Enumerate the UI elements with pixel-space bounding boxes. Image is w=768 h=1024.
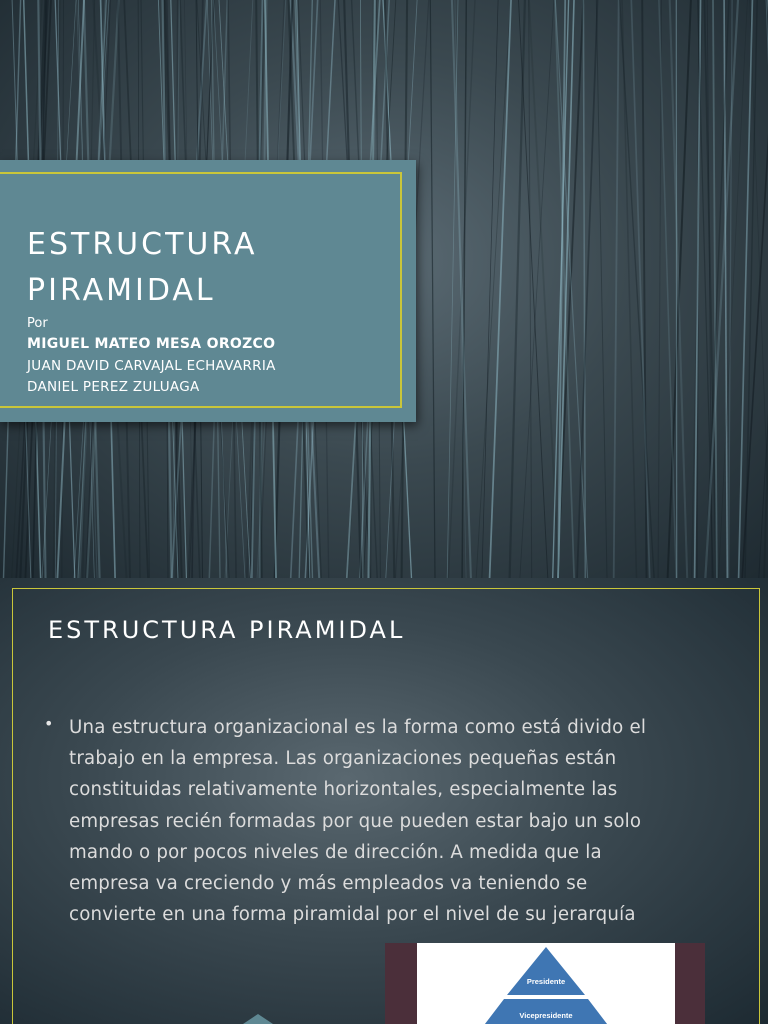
paragraph-line: trabajo en la empresa. Las organizaciones pequeñas están [69, 748, 617, 770]
decorative-triangle-icon [240, 1014, 276, 1024]
by-label: Por [27, 316, 48, 331]
paragraph-line: mando o por pocos niveles de dirección. A medida que la [69, 841, 602, 863]
paragraph-line: empresa va creciendo y más empleados va teniendo se [69, 873, 588, 895]
background-streak [764, 0, 768, 578]
background-streak [620, 0, 654, 578]
background-streak [596, 0, 607, 578]
background-streak [430, 0, 435, 578]
pyramid-canvas [417, 943, 675, 1024]
paragraph-line: empresas recién formadas por que pueden estar bajo un solo [69, 810, 642, 832]
background-streak [729, 0, 733, 578]
background-streak [490, 0, 511, 578]
background-streak [659, 0, 676, 578]
paragraph-line: Una estructura organizacional es la forma como está divido el [69, 717, 647, 738]
background-streak [614, 0, 619, 578]
slide-title: ESTRUCTURA PIRAMIDAL [48, 616, 406, 644]
title-line-2: PIRAMIDAL [27, 273, 216, 308]
background-streak [482, 0, 498, 578]
author-name: JUAN DAVID CARVAJAL ECHAVARRIA [27, 358, 276, 374]
pyramid-diagram [417, 943, 675, 1024]
background-streak [529, 0, 532, 578]
paragraph-line: constituidas relativamente horizontales, especialmente las [69, 779, 618, 801]
presentation-title [27, 222, 387, 314]
paragraph-line: convierte en una forma piramidal por el nivel de su jerarquía [69, 904, 636, 926]
bullet-icon: • [44, 714, 54, 733]
background-streak [642, 0, 646, 578]
background-streak [452, 0, 471, 578]
title-line-1: ESTRUCTURA [27, 227, 258, 262]
background-streak [739, 0, 753, 578]
background-streak [520, 0, 554, 578]
pyramid-level-top [507, 947, 585, 995]
author-name: DANIEL PEREZ ZULUAGA [27, 379, 200, 395]
bullet-paragraph [69, 712, 729, 930]
author-name: MIGUEL MATEO MESA OROZCO [27, 336, 276, 352]
pyramid-label: Vicepresidente [519, 1011, 573, 1020]
pyramid-label: Presidente [526, 977, 566, 986]
content-slide [0, 578, 768, 1024]
pyramid-image [385, 943, 705, 1024]
background-streak [583, 0, 585, 578]
background-streak [670, 0, 688, 578]
